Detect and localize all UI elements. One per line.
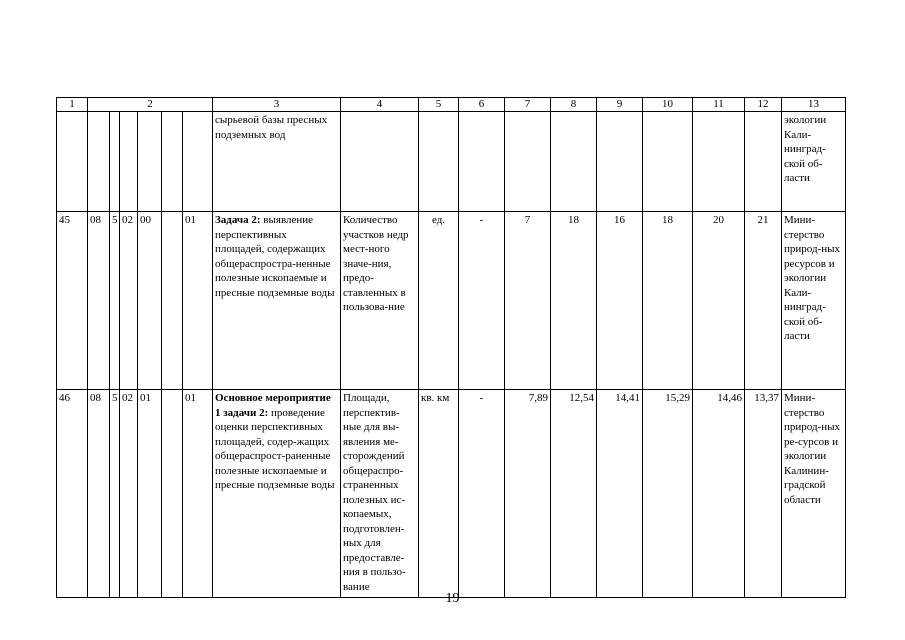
header-cell: 8	[551, 98, 597, 112]
code-cell: 00	[138, 212, 162, 390]
value-cell: 18	[643, 212, 693, 390]
header-cell: 3	[213, 98, 341, 112]
task-title: сырьевой базы пресных подземных вод	[215, 114, 328, 141]
code-cell: 01	[183, 390, 213, 598]
header-cell: 11	[693, 98, 745, 112]
code-cell: 5	[110, 212, 120, 390]
base-value-cell: -	[459, 212, 505, 390]
code-cell	[120, 112, 138, 212]
header-cell: 1	[57, 98, 88, 112]
indicator-cell: Количество участков недр мест-ного значе-ния, предо-ставленных в пользова-ние	[341, 212, 419, 390]
table-row	[57, 212, 846, 390]
code-cell: 5	[110, 390, 120, 598]
task-cell	[213, 112, 341, 212]
header-cell: 2	[88, 98, 213, 112]
value-cell	[597, 112, 643, 212]
header-cell: 10	[643, 98, 693, 112]
header-cell: 7	[505, 98, 551, 112]
code-cell: 08	[88, 390, 110, 598]
task-title-bold: Основное мероприятие 1 задачи 2:	[215, 392, 331, 419]
table-row	[57, 390, 846, 598]
base-value-cell	[459, 112, 505, 212]
header-cell: 12	[745, 98, 782, 112]
responsible-cell: экологии Кали-нинград-ской об-ласти	[782, 112, 846, 212]
value-cell: 15,29	[643, 390, 693, 598]
header-cell: 6	[459, 98, 505, 112]
task-title: выявление перспективных площадей, содержащих общераспростра-ненные полезные ископаемые и пресные подземные воды	[215, 214, 335, 299]
task-title-bold: Задача 2:	[215, 214, 261, 226]
row-number: 46	[57, 390, 88, 598]
value-cell: 12,54	[551, 390, 597, 598]
unit-cell	[419, 112, 459, 212]
value-cell	[551, 112, 597, 212]
value-cell: 20	[693, 212, 745, 390]
table-row	[57, 112, 846, 212]
header-cell: 9	[597, 98, 643, 112]
unit-cell: кв. км	[419, 390, 459, 598]
task-title: проведение оценки перспективных площадей, содер-жащих общераспрост-раненные полезные ископаемые и пресные подземные воды	[215, 406, 335, 491]
value-cell: 7,89	[505, 390, 551, 598]
page-number: 19	[445, 591, 460, 606]
responsible-cell: Мини-стерство природ-ных ре-сурсов и экологии Калинин-градской области	[782, 390, 846, 598]
value-cell: 7	[505, 212, 551, 390]
code-spacer-cell	[162, 390, 183, 598]
header-cell: 13	[782, 98, 846, 112]
program-indicators-table	[56, 97, 846, 598]
value-cell: 13,37	[745, 390, 782, 598]
code-cell: 02	[120, 390, 138, 598]
value-cell: 16	[597, 212, 643, 390]
code-spacer-cell	[162, 112, 183, 212]
unit-cell: ед.	[419, 212, 459, 390]
row-number: 45	[57, 212, 88, 390]
responsible-cell: Мини-стерство природ-ных ресурсов и экологии Кали-нинград-ской об-ласти	[782, 212, 846, 390]
indicator-cell: Площади, перспектив-ные для вы-явления ме-сторождений общераспро-страненных полезных ис-копаемых, подготовлен-ных для предоставле-ния в пользо-вание	[341, 390, 419, 598]
value-cell: 21	[745, 212, 782, 390]
code-cell	[138, 112, 162, 212]
value-cell: 18	[551, 212, 597, 390]
task-cell	[213, 212, 341, 390]
value-cell: 14,46	[693, 390, 745, 598]
code-cell: 02	[120, 212, 138, 390]
code-cell	[88, 112, 110, 212]
code-cell: 01	[138, 390, 162, 598]
header-cell: 5	[419, 98, 459, 112]
header-cell: 4	[341, 98, 419, 112]
code-spacer-cell	[162, 212, 183, 390]
value-cell	[505, 112, 551, 212]
code-cell: 01	[183, 212, 213, 390]
base-value-cell: -	[459, 390, 505, 598]
code-cell: 08	[88, 212, 110, 390]
task-cell	[213, 390, 341, 598]
value-cell	[643, 112, 693, 212]
value-cell: 14,41	[597, 390, 643, 598]
code-cell	[183, 112, 213, 212]
row-number	[57, 112, 88, 212]
code-cell	[110, 112, 120, 212]
indicator-cell	[341, 112, 419, 212]
header-row	[57, 98, 846, 112]
value-cell	[745, 112, 782, 212]
value-cell	[693, 112, 745, 212]
